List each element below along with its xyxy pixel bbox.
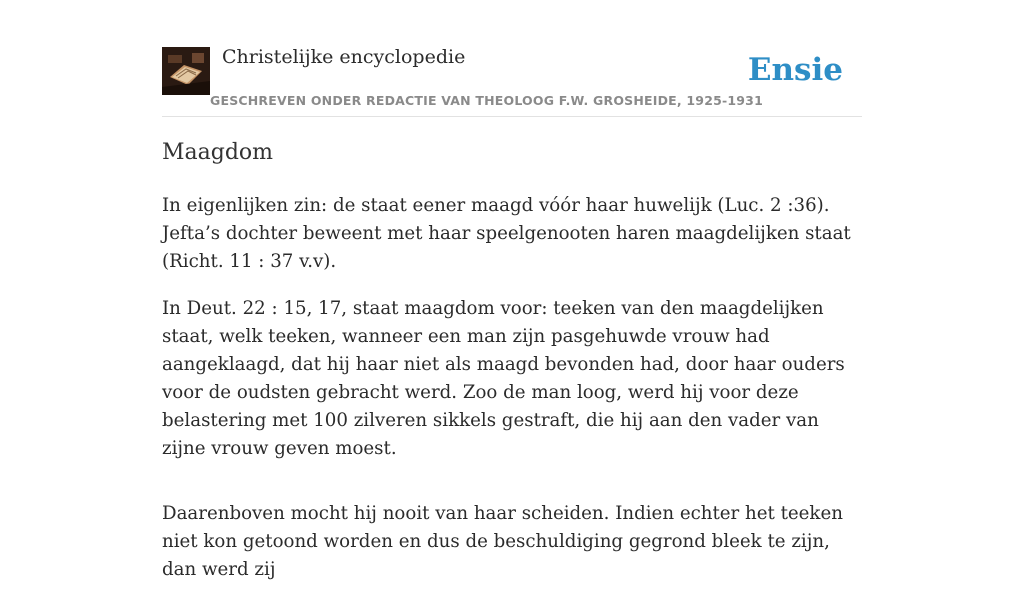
brand-logo-link[interactable]: Ensie: [747, 52, 843, 88]
article-paragraph: Daarenboven mocht hij nooit van haar scheiden. Indien echter het teeken niet kon getoond worden en dus de beschuldiging gegrond bleek te zijn, dan werd zij: [162, 503, 843, 580]
site-avatar[interactable]: [162, 47, 210, 95]
site-header: [162, 0, 862, 117]
book-photo-icon: [162, 47, 210, 95]
article-paragraph: In eigenlijken zin: de staat eener maagd vóór haar huwelijk (Luc. 2 :36). Jefta’s dochter beweent met haar speelgenooten haren maagdelijken staat (Richt. 11 : 37 v.v).: [162, 195, 851, 272]
site-subtitle: GESCHREVEN ONDER REDACTIE VAN THEOLOOG F.W. GROSHEIDE, 1925-1931: [210, 93, 763, 108]
site-title[interactable]: Christelijke encyclopedie: [222, 46, 466, 68]
article-body: [162, 192, 862, 603]
content-column: [162, 0, 862, 580]
article-title: Maagdom: [162, 140, 274, 165]
article-paragraph: In Deut. 22 : 15, 17, staat maagdom voor: teeken van den maagdelijken staat, welk teeken, wanneer een man zijn pasgehuwde vrouw had aangeklaagd, dat hij haar niet als maagd bevonden had, door haar ouders voor de oudsten gebracht werd. Zoo de man loog, werd hij voor deze belastering met 100 zilveren sikkels gestraft, die hij aan den vader van zijne vrouw geven moest.: [162, 298, 845, 459]
